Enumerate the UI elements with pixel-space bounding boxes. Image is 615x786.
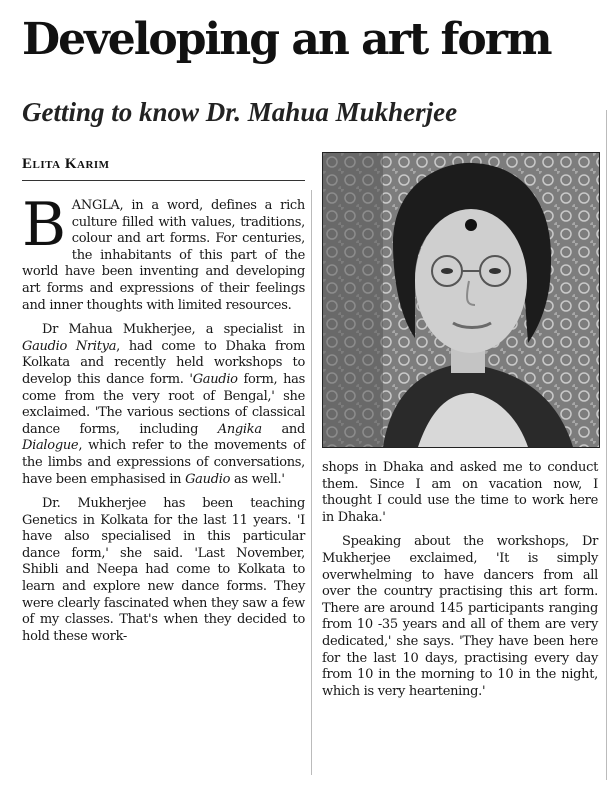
article-column-1 [22, 190, 306, 645]
paragraph-4: shops in Dhaka and asked me to conduct them. Since I am on vacation now, I thought I could use the time to work here in Dhaka.' [322, 460, 598, 525]
article-column-2 [322, 460, 598, 700]
lead-text: ANGLA, in a word, defines a rich culture filled with values, traditions, colour and art forms. For centuries, the inhabitants of this part of the world have been inventing and developing art forms and expressions of their feelings and inner thoughts with limited resources. [22, 198, 305, 313]
byline-rule [22, 180, 305, 181]
drop-cap: B [22, 190, 66, 260]
paragraph-5: Speaking about the workshops, Dr Mukherjee exclaimed, 'It is simply overwhelming to have dancers from all over the country practising this art form. There are around 145 participants ranging from 10 -35 years and all of them are very dedicated,' she says. 'They have been here for the last 10 days, practising every day from 10 in the morning to 10 in the night, which is very heartening.' [322, 534, 598, 699]
byline: Elita Karim [22, 156, 110, 172]
headline: Developing an art form [22, 14, 551, 65]
author-portrait-photo [322, 152, 600, 448]
portrait-icon [323, 153, 599, 447]
paragraph-3: Dr. Mukherjee has been teaching Genetics in Kolkata for the last 11 years. 'I have also specialised in this particular dance form,' she said. 'Last November, Shibli and Neepa had come to Kolkata to learn and explore new dance forms. They were clearly fascinated when they saw a few of my classes. That's when they decided to hold these work- [22, 496, 305, 644]
column-divider [311, 190, 312, 775]
page-edge-rule [606, 110, 607, 780]
paragraph-2: Dr Mahua Mukherjee, a specialist in Gaudio Nritya, had come to Dhaka from Kolkata and recently held workshops to develop this dance form. 'Gaudio form, has come from the very root of Bengal,' she exclaimed. 'The various sections of classical dance forms, including Angika and Dialogue, which refer to the movements of the limbs and expressions of conversations, have been emphasised in Gaudio as well.' [22, 322, 306, 487]
lead-paragraph [22, 190, 305, 314]
subheadline: Getting to know Dr. Mahua Mukherjee [22, 97, 458, 127]
